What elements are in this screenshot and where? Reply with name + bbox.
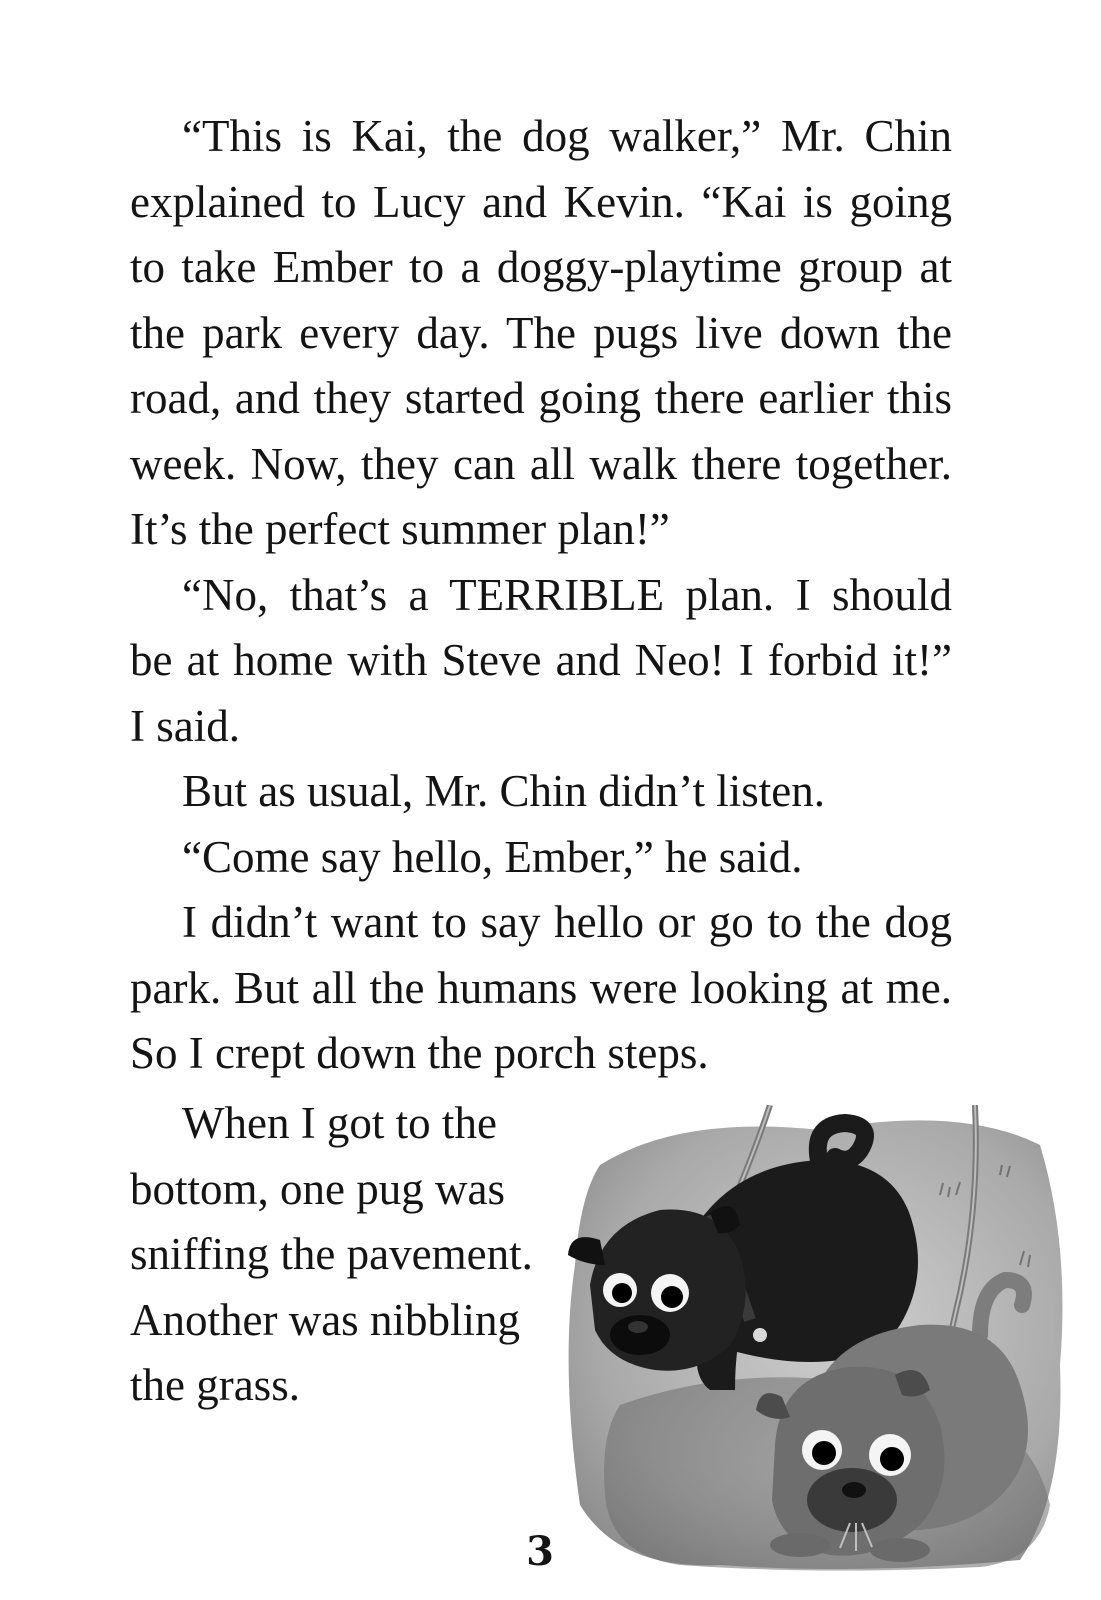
text-line: I said. [130, 700, 240, 751]
text-line: “No, that’s a TERRIBLE plan. I should [182, 569, 952, 620]
body-text-narrow [130, 1091, 550, 1419]
text-line: explained to Lucy and Kevin. “Kai is going [130, 176, 952, 227]
text-line: “This is Kai, the dog walker,” Mr. Chin [182, 111, 952, 161]
page-number: 3 [526, 1528, 554, 1575]
text-line: Another was nibbling [130, 1294, 520, 1345]
body-text [130, 104, 952, 1087]
text-line: “Come say hello, Ember,” he said. [182, 831, 803, 882]
text-line: But as usual, Mr. Chin didn’t listen. [182, 766, 825, 816]
text-line: week. Now, they can all walk there together. [130, 438, 952, 489]
text-line: When I got to the [182, 1098, 497, 1148]
text-line: It’s the perfect summer plan!” [130, 504, 670, 554]
text-line: park. But all the humans were looking at me. [130, 962, 952, 1013]
text-line: road, and they started going there earlier this [130, 373, 952, 423]
text-line: be at home with Steve and Neo! I forbid it!” [130, 635, 952, 685]
text-line: I didn’t want to say hello or go to the dog [182, 897, 952, 947]
text-line: the grass. [130, 1360, 300, 1410]
text-line: the park every day. The pugs live down the [130, 307, 952, 358]
text-line: So I crept down the porch steps. [130, 1028, 709, 1078]
text-line: bottom, one pug was [130, 1163, 505, 1214]
text-line: to take Ember to a doggy-playtime group at [130, 242, 952, 292]
two-pugs-illustration [560, 1105, 1070, 1575]
text-line: sniffing the pavement. [130, 1229, 533, 1279]
